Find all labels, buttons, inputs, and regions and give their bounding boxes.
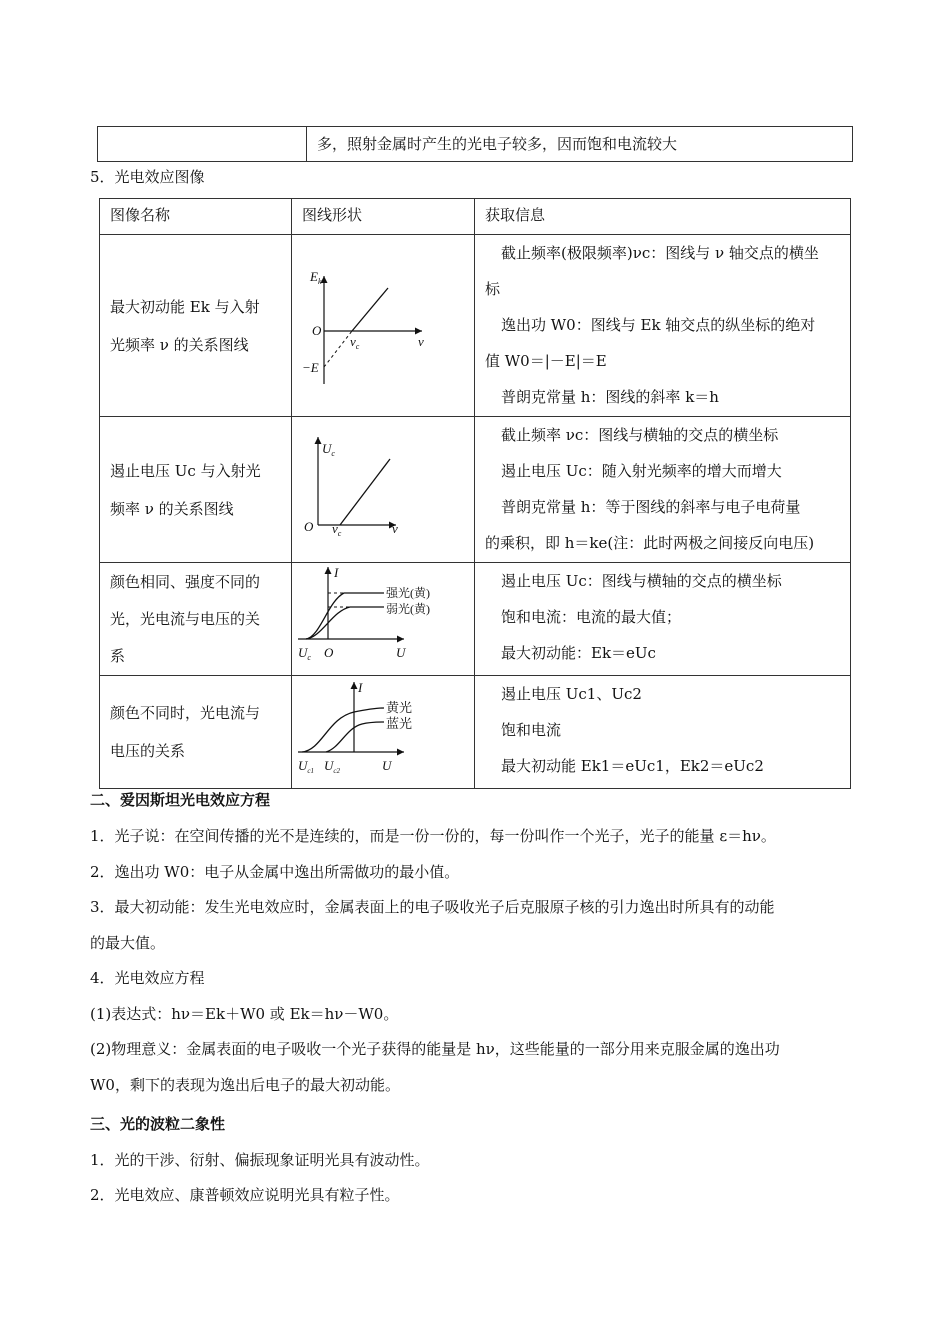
paragraph: 1．光子说：在空间传播的光不是连续的，而是一份一份的，每一份叫作一个光子，光子的能量 ε＝hν。 [90,827,776,845]
header-cell: 获取信息 [475,199,851,235]
continued-table [97,126,853,162]
svg-text:U: U [382,758,392,773]
svg-text:Uc2: $U_{c2}$ [324,758,340,775]
uc-frequency-graph [292,423,474,553]
svg-text:ν: ν [392,520,398,536]
info-line: 截止频率 νc：图线与横轴的交点的横坐标 [501,426,779,444]
svg-text:U: U [396,645,406,660]
row-name: 光，光电流与电压的关 [110,609,261,628]
svg-text:νc: $\nu_c$ [332,520,342,538]
info-line: 截止频率(极限频率)νc：图线与 ν 轴交点的横坐 [501,244,819,262]
row-name: 系 [110,646,126,665]
info-line: 最大初动能：Ek＝eUc [501,644,656,662]
info-line: 标 [485,280,501,298]
info-line: 遏止电压 Uc1、Uc2 [501,685,642,703]
row-name: 颜色相同、强度不同的 [110,572,261,591]
paragraph: 2．逸出功 W0：电子从金属中逸出所需做功的最小值。 [90,863,460,881]
svg-text:弱光(黄): 弱光(黄) [386,602,430,616]
svg-text:I: I [358,680,363,695]
paragraph: 1．光的干涉、衍射、偏振现象证明光具有波动性。 [90,1151,430,1169]
svg-text:黄光: 黄光 [386,700,413,715]
table-row [100,563,292,676]
info-line: 的乘积，即 h＝ke(注：此时两极之间接反向电压) [485,534,815,552]
table-row [100,676,292,789]
section-heading: 二、爱因斯坦光电效应方程 [90,792,271,809]
strong-light-curve [306,593,384,639]
paragraph: (1)表达式：hν＝Ek＋W0 或 Ek＝hν－W0。 [90,1005,399,1023]
info-line: 遏止电压 Uc：图线与横轴的交点的横坐标 [501,572,782,590]
row-name: 光频率 ν 的关系图线 [110,335,249,354]
graph-cell [292,417,475,563]
header-cell: 图像名称 [100,199,292,235]
svg-text:强光(黄): 强光(黄) [386,586,430,600]
cell-text: 多，照射金属时产生的光电子较多，因而饱和电流较大 [317,135,678,153]
svg-text:O: O [324,645,334,660]
svg-text:ν: ν [418,333,424,349]
paragraph: 3．最大初动能：发生光电效应时，金属表面上的电子吸收光子后克服原子核的引力逸出时所具有的动能 [90,898,775,916]
row-name: 颜色不同时，光电流与 [110,704,261,722]
row-name: 最大初动能 Ek 与入射 [110,297,260,316]
info-line: 饱和电流：电流的最大值； [501,608,682,626]
table-cell [307,127,853,162]
section-heading: 三、光的波粒二象性 [90,1116,226,1133]
svg-text:Uc1: $U_{c1}$ [298,758,314,775]
current-voltage-intensity-graph [292,563,474,671]
svg-text:−E: −E [302,359,319,375]
svg-text:Ek: $E_k$ [310,268,322,286]
paragraph: (2)物理意义：金属表面的电子吸收一个光子获得的能量是 hν，这些能量的一部分用来克服金属的逸出功 [90,1040,780,1058]
svg-text:Uc: $U_c$ [322,440,335,458]
graph-cell [292,563,475,676]
info-line: 遏止电压 Uc：随入射光频率的增大而增大 [501,462,782,480]
info-line: 最大初动能 Ek1＝eUc1，Ek2＝eUc2 [501,757,764,775]
info-line: 逸出功 W0：图线与 Ek 轴交点的纵坐标的绝对 [501,316,816,334]
svg-text:I: I [334,565,339,580]
svg-text:O: O [312,322,322,338]
row-name: 电压的关系 [110,742,186,760]
extension-line [324,331,352,367]
info-cell [475,563,851,676]
svg-text:Uc: $U_c$ [298,645,311,662]
header-cell: 图线形状 [292,199,475,235]
empty-cell [98,127,307,162]
graph-cell [292,235,475,417]
section-title: 5．光电效应图像 [90,168,205,186]
paragraph: W0，剩下的表现为逸出后电子的最大初动能。 [90,1076,400,1094]
graph-cell [292,676,475,789]
info-line: 值 W0＝|－E|＝E [485,352,607,370]
table-row [100,235,292,417]
info-line: 饱和电流 [501,721,562,739]
svg-text:O: O [304,518,314,534]
info-line: 普朗克常量 h：等于图线的斜率与电子电荷量 [501,498,801,516]
paragraph: 4．光电效应方程 [90,969,205,987]
weak-light-curve [306,607,384,639]
info-cell [475,235,851,417]
row-name: 遏止电压 Uc 与入射光 [110,461,261,480]
paragraph: 的最大值。 [90,934,166,952]
svg-text:蓝光: 蓝光 [386,716,413,731]
ek-frequency-graph [292,254,474,394]
info-line: 普朗克常量 h：图线的斜率 k＝h [501,388,719,406]
blue-light-curve [326,722,384,752]
svg-text:νc: $\nu_c$ [350,333,360,351]
ek-line [352,288,388,331]
row-name: 频率 ν 的关系图线 [110,499,234,518]
info-cell [475,417,851,563]
graph-table [99,198,851,789]
paragraph: 2．光电效应、康普顿效应说明光具有粒子性。 [90,1186,400,1204]
table-row [100,417,292,563]
info-cell [475,676,851,789]
yellow-light-curve [302,708,384,752]
current-voltage-color-graph [292,676,474,784]
uc-line [340,459,390,525]
